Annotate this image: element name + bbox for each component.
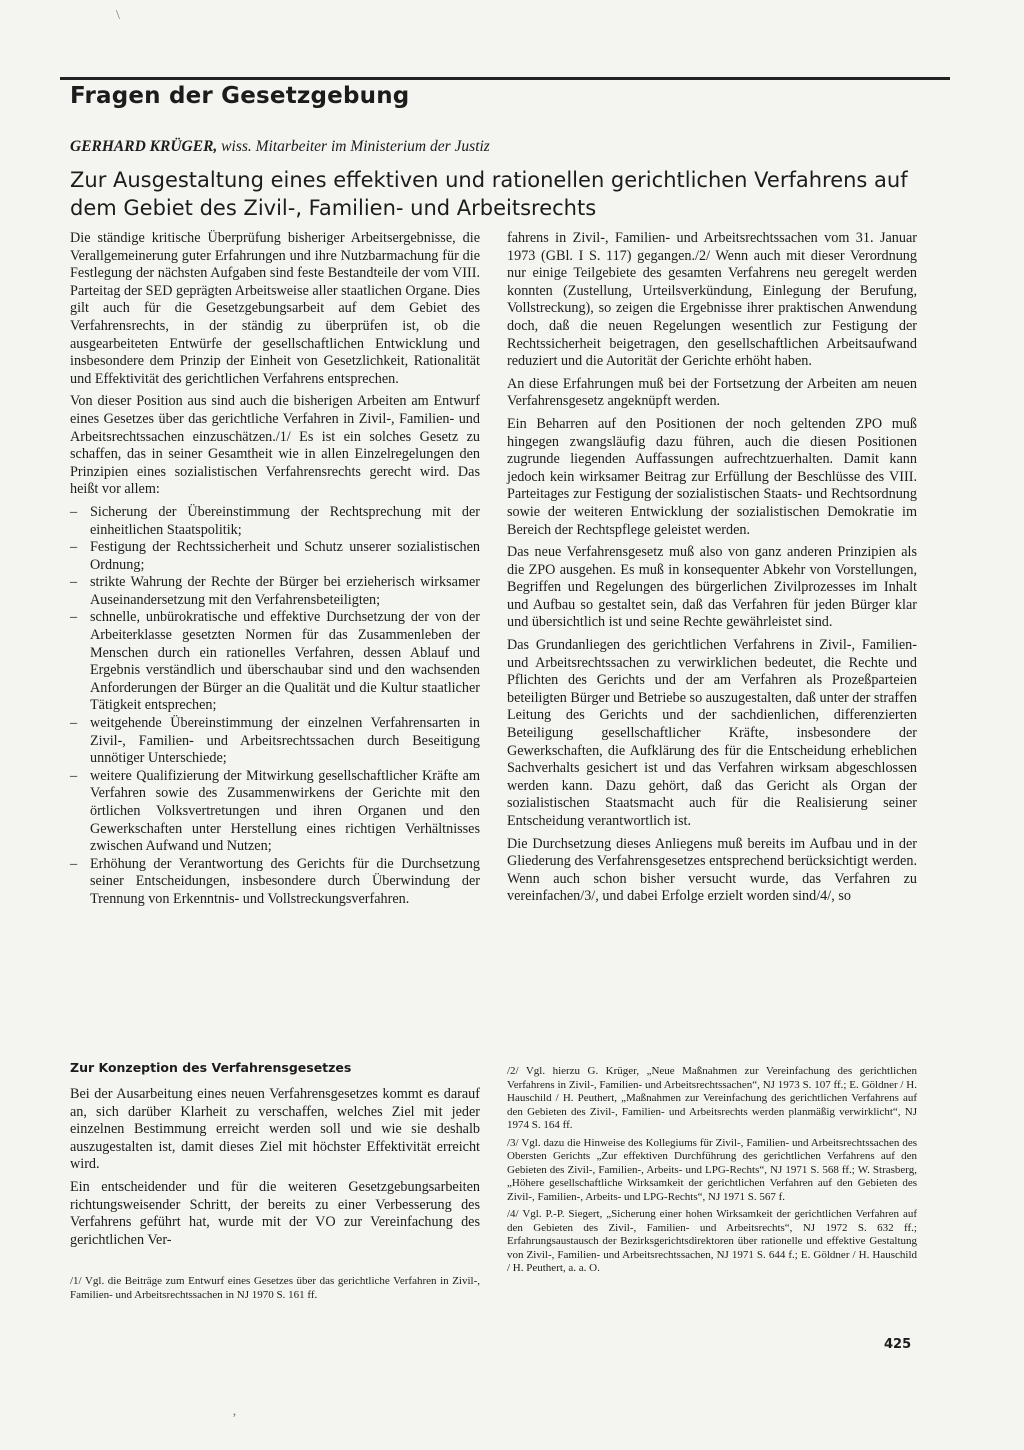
header-rule	[60, 77, 950, 80]
list-item: – Erhöhung der Verantwortung des Gerichts für die Durchsetzung seiner Entscheidungen, insbesondere durch Überwindung der Trennung von Erkenntnis- und Vollstreckungsverfahren.	[70, 856, 480, 909]
footnote-2: /2/ Vgl. hierzu G. Krüger, „Neue Maßnahmen zur Vereinfachung des gerichtlichen Verfahrens in Zivil-, Familien- und Arbeitsrechtssachen“, NJ 1973 S. 107 ff.; E. Göldner / H. Hauschild / H. Peuthert, „Maßnahmen zur Vereinfachung des gerichtlichen Verfahrens auf den Gebieten des Zivil-, Familien- und Arbeitsrechts werden planmäßig verwirklicht“, NJ 1974 S. 164 ff.	[507, 1065, 917, 1131]
paragraph: Die ständige kritische Überprüfung bisheriger Arbeitsergebnisse, die Verallgemeinerung guter Erfahrungen und ihre Nutzbarmachung für die Festlegung der nächsten Aufgaben sind feste Bestandteile der vom VIII. Parteitag der SED geprägten Arbeitsweise aller staatlichen Organe. Dies gilt auch für die Gesetzgebungsarbeit auf dem Gebiet des Verfahrensrechts, in der ständig zu überprüfen ist, ob die ausgearbeiteten Entwürfe der gesellschaftlichen Entwicklung und insbesondere dem Prinzip der Einheit von Gesetzlichkeit, Rationalität und Effektivität des gerichtlichen Verfahrens entsprechen.	[70, 230, 480, 387]
principles-list	[70, 504, 480, 909]
list-item: – Festigung der Rechtssicherheit und Schutz unserer sozialistischen Ordnung;	[70, 539, 480, 574]
paragraph: Von dieser Position aus sind auch die bisherigen Arbeiten am Entwurf eines Gesetzes über das gerichtliche Verfahren in Zivil-, Familien- und Arbeitsrechtssachen einzuschätzen./1/ Es ist ein solches Gesetz zu schaffen, das in seiner Gesamtheit wie in allen Einzelregelungen den Prinzipien eines sozialistischen Verfahrensrechts gerecht wird. Das heißt vor allem:	[70, 393, 480, 498]
footnote-4: /4/ Vgl. P.-P. Siegert, „Sicherung einer hohen Wirksamkeit der gerichtlichen Verfahren auf den Gebieten des Zivil-, Familien- und Arbeitsrechts“, NJ 1972 S. 632 ff.; Erfahrungsaustausch der Bezirksgerichtsdirektoren über rationelle und effektive Gestaltung von Zivil-, Familien- und Arbeitsrechtssachen, NJ 1971 S. 644 f.; E. Göldner / H. Hauschild / H. Peuthert, a. a. O.	[507, 1208, 917, 1274]
author-line	[70, 138, 490, 156]
left-column-lower	[70, 1086, 480, 1254]
left-column	[70, 230, 480, 914]
right-column	[507, 230, 917, 911]
scan-mark: ‚	[232, 1404, 237, 1419]
author-role: wiss. Mitarbeiter im Ministerium der Justiz	[221, 138, 490, 155]
paragraph: fahrens in Zivil-, Familien- und Arbeitsrechtssachen vom 31. Januar 1973 (GBl. I S. 117) gegangen./2/ Wenn auch mit dieser Verordnung nur einige Teilgebiete des gesamten Verfahrens neu geregelt werden konnten (Zustellung, Urteilsverkündung, Einlegung der Berufung, Vollstreckung), so zeigen die Ergebnisse ihrer praktischen Anwendung doch, daß die neuen Regelungen wesentlich zur Festigung der Rechtssicherheit beigetragen, den gesellschaftlichen Arbeitsaufwand reduziert und die Autorität der Gerichte erhöht haben.	[507, 230, 917, 370]
footnotes	[507, 1065, 917, 1280]
section-heading: Fragen der Gesetzgebung	[70, 83, 410, 109]
subheading: Zur Konzeption des Verfahrensgesetzes	[70, 1060, 352, 1075]
article-title: Zur Ausgestaltung eines effektiven und rationellen gerichtlichen Verfahrens auf dem Gebiet des Zivil-, Familien- und Arbeitsrechts	[70, 168, 908, 220]
list-item: – weitere Qualifizierung der Mitwirkung gesellschaftlicher Kräfte am Verfahren sowie des Zusammenwirkens der Gerichte mit den örtlichen Volksvertretungen und ihren Organen und den Gewerkschaften unter Herstellung eines richtigen Verhältnisses zwischen Aufwand und Nutzen;	[70, 768, 480, 856]
page-number: 425	[884, 1337, 912, 1352]
paragraph: Das neue Verfahrensgesetz muß also von ganz anderen Prinzipien als die ZPO ausgehen. Es muß in konsequenter Abkehr von Vorstellungen, Begriffen und Regelungen des bürgerlichen Zivilprozesses im Inhalt und Aufbau so gestaltet sein, daß das Verfahren für jeden Bürger klar und übersichtlich ist und seine Rechte gewährleistet sind.	[507, 544, 917, 631]
paragraph: Ein Beharren auf den Positionen der noch geltenden ZPO muß hingegen zwangsläufig dazu führen, auch die diesen Positionen zugrunde liegenden Auffassungen aufrechtzuerhalten. Damit kann jedoch kein wirksamer Beitrag zur Erfüllung der Beschlüsse des VIII. Parteitages zur Festigung der sozialistischen Staats- und Rechtsordnung sowie der weiteren Entwicklung der sozialistischen Demokratie im Bereich der Rechtspflege geleistet werden.	[507, 415, 917, 538]
footnote-3: /3/ Vgl. dazu die Hinweise des Kollegiums für Zivil-, Familien- und Arbeitsrechtssachen des Obersten Gerichts „Zur effektiven Durchführung des gerichtlichen Verfahrens auf den Gebieten des Zivil-, Familien-, Arbeits- und LPG-Rechts“, NJ 1971 S. 568 ff.; W. Strasberg, „Höhere gesellschaftliche Wirksamkeit der gerichtlichen Verfahren auf den Gebieten des Zivil-, Familien-, Arbeits- und LPG-Rechts“, NJ 1971 S. 567 f.	[507, 1136, 917, 1203]
author-name: GERHARD KRÜGER,	[70, 138, 218, 155]
list-item: – weitgehende Übereinstimmung der einzelnen Verfahrensarten in Zivil-, Familien- und Arbeitsrechtssachen durch Beseitigung unnötiger Unterschiede;	[70, 715, 480, 768]
list-item: – Sicherung der Übereinstimmung der Rechtsprechung mit der einheitlichen Staatspolitik;	[70, 504, 480, 539]
footnote-1: /1/ Vgl. die Beiträge zum Entwurf eines Gesetzes über das gerichtliche Verfahren in Zivil-, Familien- und Arbeitsrechtssachen in NJ 1970 S. 161 ff.	[70, 1275, 480, 1301]
paragraph: An diese Erfahrungen muß bei der Fortsetzung der Arbeiten am neuen Verfahrensgesetz angeknüpft werden.	[507, 375, 917, 410]
paragraph: Ein entscheidender und für die weiteren Gesetzgebungsarbeiten richtungsweisender Schritt, der bereits zu einer Verbesserung des Verfahrens geführt hat, wurde mit der VO zur Vereinfachung des gerichtlichen Ver-	[70, 1178, 480, 1248]
scan-mark: \	[116, 8, 120, 23]
paragraph: Die Durchsetzung dieses Anliegens muß bereits im Aufbau und in der Gliederung des Verfahrensgesetzes entsprechend berücksichtigt werden. Wenn auch schon bisher versucht wurde, das Verfahren zu vereinfachen/3/, und dabei Erfolge erzielt worden sind/4/, so	[507, 835, 917, 905]
paragraph: Das Grundanliegen des gerichtlichen Verfahrens in Zivil-, Familien- und Arbeitsrechtssachen zu verwirklichen bedeutet, die Rechte und Pflichten des Gerichts und der am Verfahren als Prozeßparteien beteiligten Bürger und Betriebe so auszugestalten, daß unter der straffen Leitung des Gerichts und der sachdienlichen, differenzierten Beteiligung gesellschaftlicher Kräfte, insbesondere der Gewerkschaften, die Aufklärung des für die Entscheidung erheblichen Sachverhalts gesichert ist und das Verfahren wirksam abgeschlossen werden kann. Dazu gehört, daß das Gericht als Organ der sozialistischen Staatsmacht auch für die Realisierung seiner Entscheidung verantwortlich ist.	[507, 637, 917, 829]
list-item: – schnelle, unbürokratische und effektive Durchsetzung der von der Arbeiterklasse gesetzten Normen für das Zusammenleben der Menschen durch ein rationelles Verfahren, dessen Ablauf und Ergebnis verständlich und überschaubar sind und den wachsenden Anforderungen der Bürger an die Qualität und die Kultur staatlicher Tätigkeit entsprechen;	[70, 609, 480, 715]
paragraph: Bei der Ausarbeitung eines neuen Verfahrensgesetzes kommt es darauf an, sich darüber Klarheit zu verschaffen, welches Ziel mit jeder einzelnen Bestimmung erreicht werden soll und wie sie deshalb auszugestalten ist, damit dieses Ziel mit höchster Effektivität erreicht wird.	[70, 1086, 480, 1173]
list-item: – strikte Wahrung der Rechte der Bürger bei erzieherisch wirksamer Auseinandersetzung mit den Verfahrensbeteiligten;	[70, 574, 480, 609]
